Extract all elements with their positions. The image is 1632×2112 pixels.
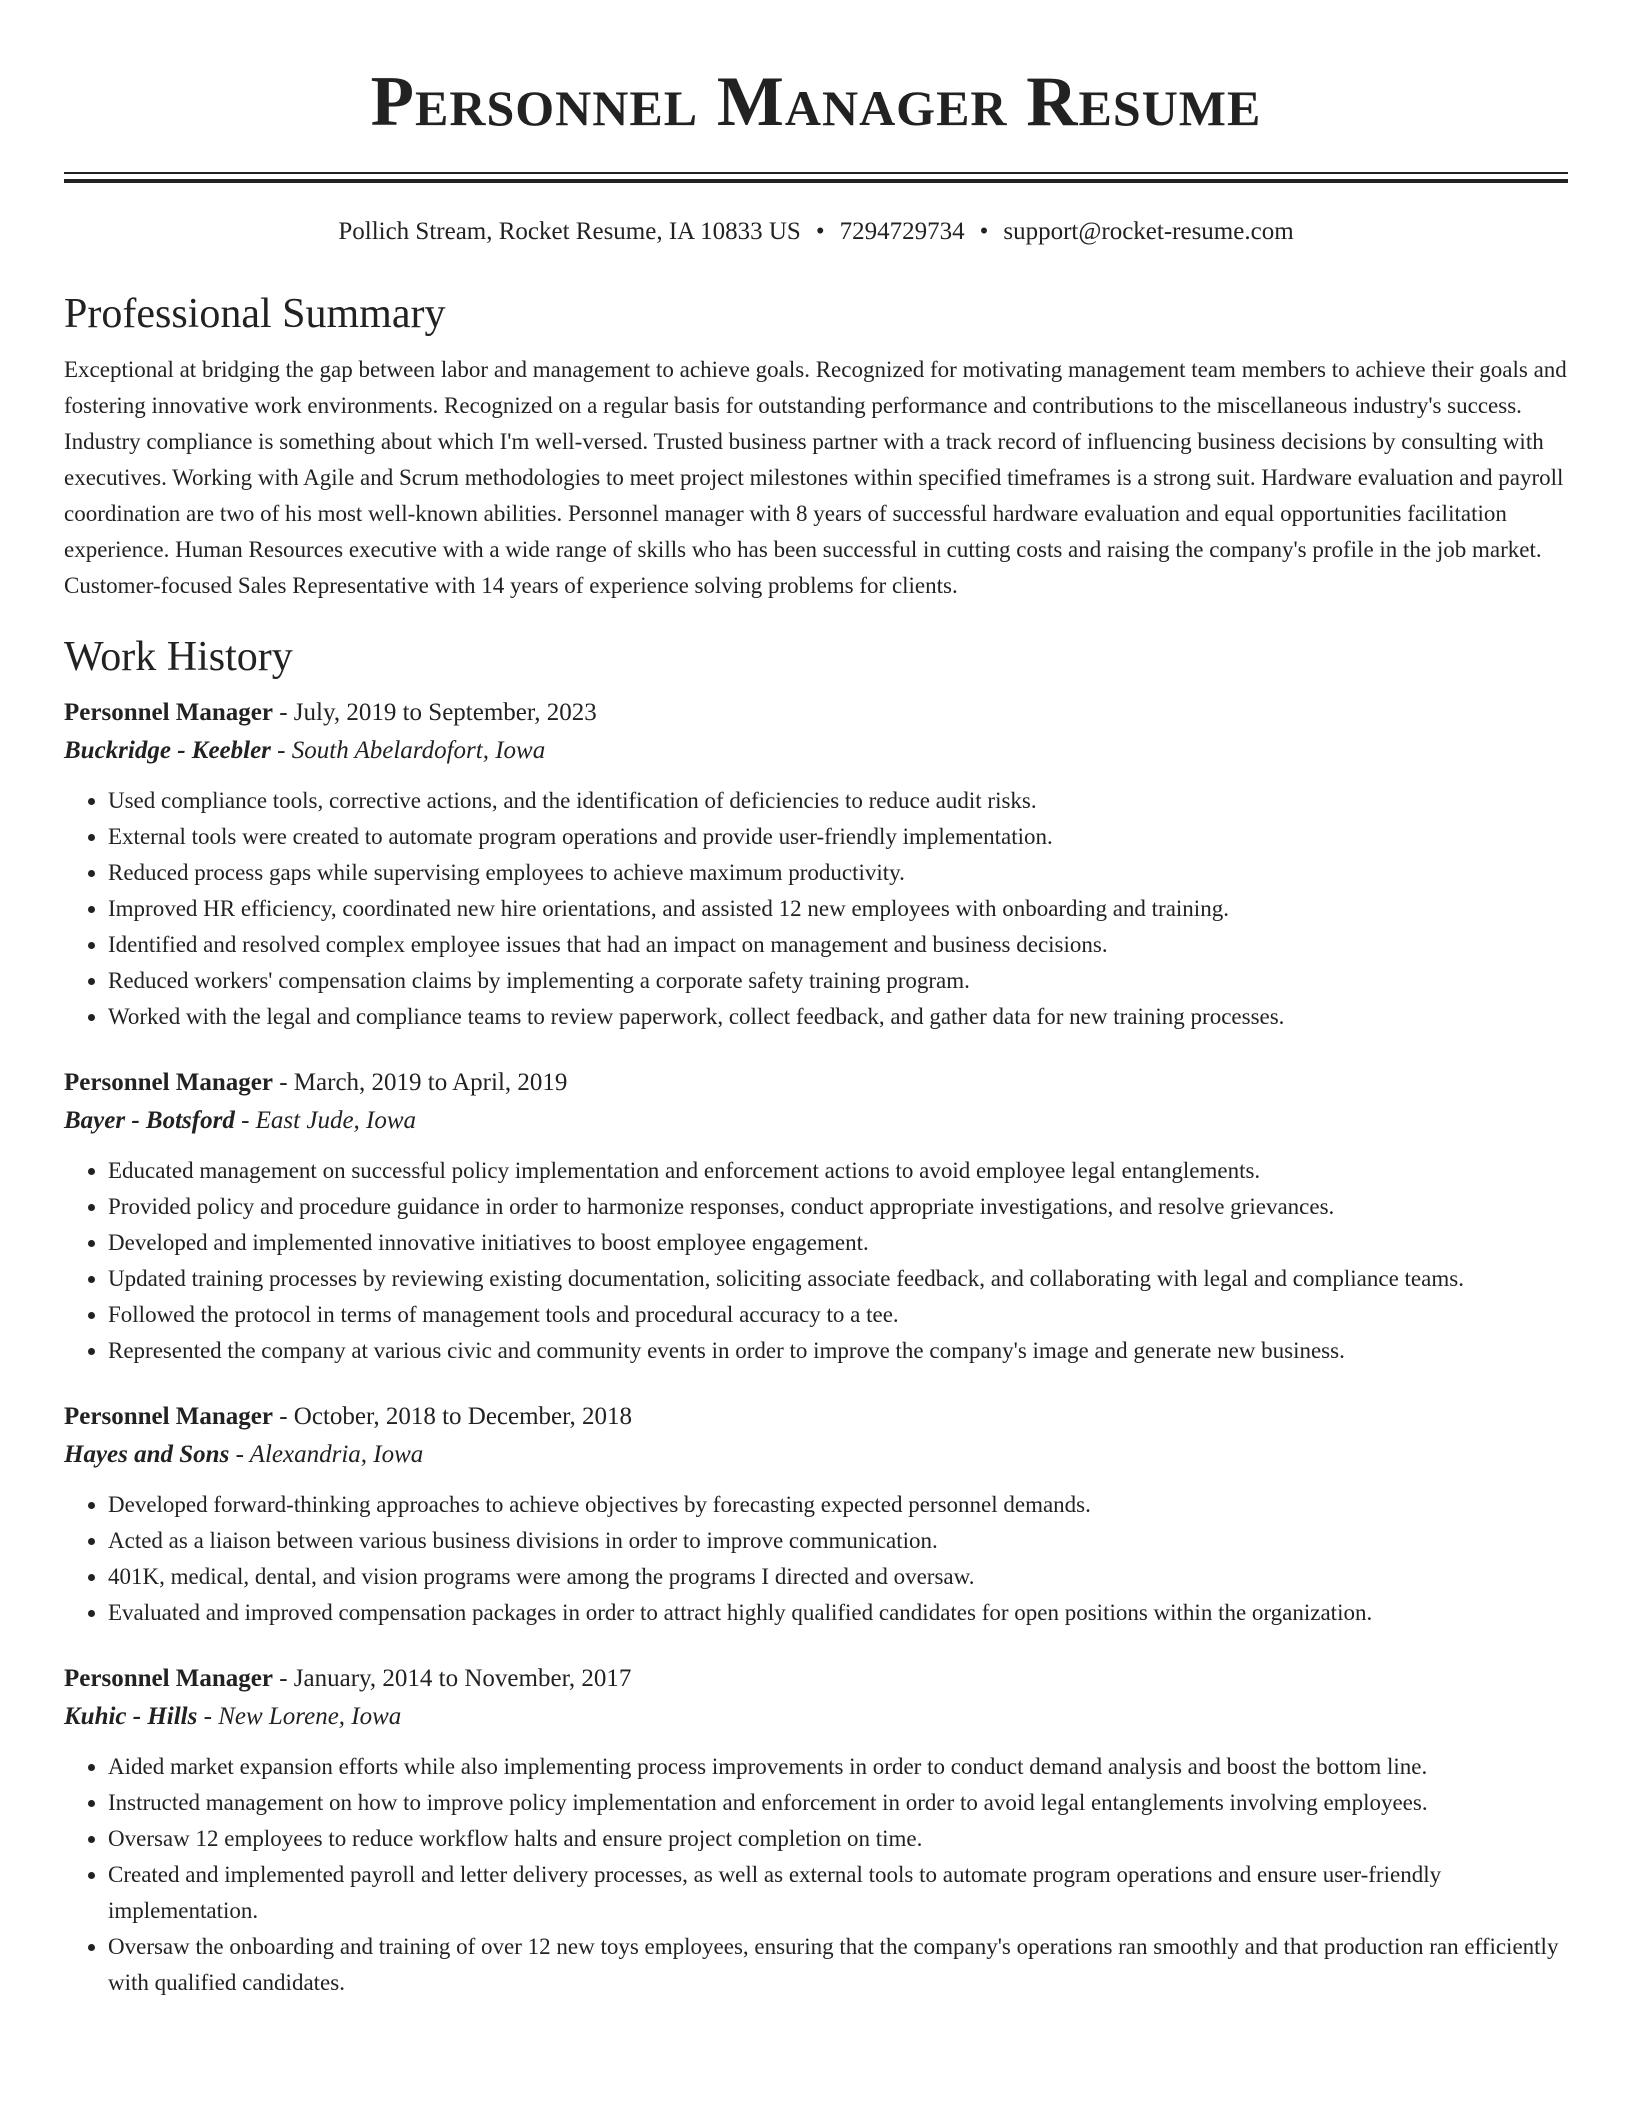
list-item: • Developed forward-thinking approaches to achieve objectives by forecasting expected personnel demands. [108,1487,1568,1523]
summary-heading: Professional Summary [64,291,446,337]
job-dates: - January, 2014 to November, 2017 [272,1665,632,1692]
work-history-list [64,695,1568,2001]
list-item: • Acted as a liaison between various business divisions in order to improve communication. [108,1523,1568,1559]
job-title-line [64,1661,1568,1697]
list-item: • Reduced process gaps while supervising employees to achieve maximum productivity. [108,855,1568,891]
job-title-line [64,695,1568,731]
list-item: • Instructed management on how to improve policy implementation and enforcement in order to avoid legal entanglements involving employees. [108,1785,1568,1821]
list-item: • Followed the protocol in terms of management tools and procedural accuracy to a tee. [108,1297,1568,1333]
job-duties-list [64,1749,1568,2001]
job-location: - Alexandria, Iowa [229,1441,424,1468]
job-title-line [64,1065,1568,1101]
list-item: • Evaluated and improved compensation packages in order to attract highly qualified candidates for open positions within the organization. [108,1595,1568,1631]
contact-address: Pollich Stream, Rocket Resume, IA 10833 US [338,218,801,245]
job-duties-list [64,783,1568,1035]
job-entry [64,1661,1568,2001]
contact-separator: • [815,218,825,245]
job-company-line [64,1437,1568,1473]
list-item: • Provided policy and procedure guidance in order to harmonize responses, conduct appropriate investigations, and resolve grievances. [108,1189,1568,1225]
job-role: Personnel Manager [64,1069,273,1096]
job-entry [64,1399,1568,1631]
job-company-line [64,733,1568,769]
contact-phone: 7294729734 [839,218,965,245]
job-dates: - October, 2018 to December, 2018 [272,1403,632,1430]
job-company-line [64,1699,1568,1735]
job-role: Personnel Manager [64,1665,273,1692]
job-role: Personnel Manager [64,1403,273,1430]
job-company: Bayer - Botsford [64,1107,235,1134]
title-divider [64,172,1568,183]
contact-email: support@rocket-resume.com [1003,218,1294,245]
job-company: Buckridge - Keebler [64,737,271,764]
list-item: • Oversaw the onboarding and training of over 12 new toys employees, ensuring that the company's operations ran smoothly and that production ran efficiently with qualified candidates. [108,1929,1568,2001]
contact-line [64,216,1568,248]
work-history-heading: Work History [64,634,293,680]
job-company: Hayes and Sons [64,1441,230,1468]
job-duties-list [64,1153,1568,1369]
list-item: • Oversaw 12 employees to reduce workflow halts and ensure project completion on time. [108,1821,1568,1857]
job-company: Kuhic - Hills [64,1703,198,1730]
resume-title: Personnel Manager Resume [370,63,1262,141]
list-item: • Aided market expansion efforts while also implementing process improvements in order to conduct demand analysis and boost the bottom line. [108,1749,1568,1785]
list-item: • Created and implemented payroll and letter delivery processes, as well as external tools to automate program operations and ensure user-friendly implementation. [108,1857,1568,1929]
job-entry [64,695,1568,1035]
job-location: - South Abelardofort, Iowa [270,737,546,764]
job-company-line [64,1103,1568,1139]
list-item: • External tools were created to automate program operations and provide user-friendly implementation. [108,819,1568,855]
job-entry [64,1065,1568,1369]
list-item: • Reduced workers' compensation claims by implementing a corporate safety training program. [108,963,1568,999]
list-item: • 401K, medical, dental, and vision programs were among the programs I directed and oversaw. [108,1559,1568,1595]
list-item: • Developed and implemented innovative initiatives to boost employee engagement. [108,1225,1568,1261]
list-item: • Improved HR efficiency, coordinated new hire orientations, and assisted 12 new employees with onboarding and training. [108,891,1568,927]
summary-text: Exceptional at bridging the gap between labor and management to achieve goals. Recognized for motivating management team members to achieve their goals and fostering innovative work environments. Recognized on a regular basis for outstanding performance and contributions to the miscellaneous industry's success. Industry compliance is something about which I'm well-versed. Trusted business partner with a track record of influencing business decisions by consulting with executives. Working with Agile and Scrum methodologies to meet project milestones within specified timeframes is a strong suit. Hardware evaluation and payroll coordination are two of his most well-known abilities. Personnel manager with 8 years of successful hardware evaluation and equal opportunities facilitation experience. Human Resources executive with a wide range of skills who has been successful in cutting costs and raising the company's profile in the job market. Customer-focused Sales Representative with 14 years of experience solving problems for clients. [64,357,1567,598]
list-item: • Educated management on successful policy implementation and enforcement actions to avoid employee legal entanglements. [108,1153,1568,1189]
job-dates: - July, 2019 to September, 2023 [272,699,597,726]
job-location: - New Lorene, Iowa [197,1703,402,1730]
list-item: • Updated training processes by reviewing existing documentation, soliciting associate feedback, and collaborating with legal and compliance teams. [108,1261,1568,1297]
job-duties-list [64,1487,1568,1631]
job-title-line [64,1399,1568,1435]
job-location: - East Jude, Iowa [234,1107,417,1134]
job-role: Personnel Manager [64,699,273,726]
contact-separator: • [979,218,989,245]
list-item: • Worked with the legal and compliance teams to review paperwork, collect feedback, and gather data for new training processes. [108,999,1568,1035]
job-dates: - March, 2019 to April, 2019 [272,1069,568,1096]
list-item: • Represented the company at various civic and community events in order to improve the company's image and generate new business. [108,1333,1568,1369]
list-item: • Used compliance tools, corrective actions, and the identification of deficiencies to reduce audit risks. [108,783,1568,819]
list-item: • Identified and resolved complex employee issues that had an impact on management and business decisions. [108,927,1568,963]
